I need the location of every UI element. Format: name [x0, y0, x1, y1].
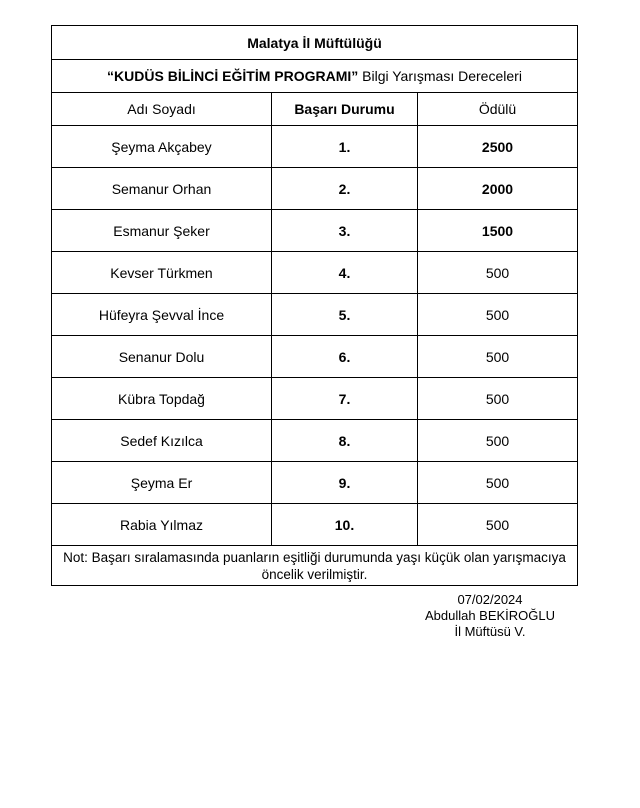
signature-name: Abdullah BEKİROĞLU [424, 608, 556, 623]
participant-prize: 2000 [418, 168, 578, 210]
participant-prize: 500 [418, 378, 578, 420]
participant-rank: 3. [272, 210, 418, 252]
participant-rank: 5. [272, 294, 418, 336]
participant-rank: 6. [272, 336, 418, 378]
participant-rank: 9. [272, 462, 418, 504]
column-header-name: Adı Soyadı [52, 93, 272, 126]
participant-name: Esmanur Şeker [52, 210, 272, 252]
participant-rank: 8. [272, 420, 418, 462]
data-rows [52, 126, 578, 546]
participant-name: Kevser Türkmen [52, 252, 272, 294]
signature-date: 07/02/2024 [457, 592, 523, 607]
program-title [52, 60, 578, 93]
participant-rank: 7. [272, 378, 418, 420]
table-row [52, 336, 578, 378]
signature-title: İl Müftüsü V. [454, 624, 526, 639]
results-table-body [52, 26, 578, 126]
table-row [52, 126, 578, 168]
table-row [52, 210, 578, 252]
note-text: Not: Başarı sıralamasında puanların eşitliği durumunda yaşı küçük olan yarışmacıya öncelik verilmiştir. [52, 546, 578, 586]
participant-prize: 500 [418, 294, 578, 336]
participant-prize: 500 [418, 504, 578, 546]
participant-prize: 1500 [418, 210, 578, 252]
participant-rank: 4. [272, 252, 418, 294]
table-row [52, 252, 578, 294]
participant-name: Senanur Dolu [52, 336, 272, 378]
signature-block [380, 592, 600, 640]
table-row [52, 420, 578, 462]
participant-prize: 500 [418, 336, 578, 378]
column-header-prize: Ödülü [418, 93, 578, 126]
results-table [51, 25, 578, 586]
subtitle-row [52, 60, 578, 93]
participant-name: Kübra Topdağ [52, 378, 272, 420]
table-row [52, 462, 578, 504]
participant-name: Semanur Orhan [52, 168, 272, 210]
note-row [52, 546, 578, 586]
table-row [52, 378, 578, 420]
participant-name: Rabia Yılmaz [52, 504, 272, 546]
table-row [52, 168, 578, 210]
participant-rank: 10. [272, 504, 418, 546]
participant-name: Şeyma Er [52, 462, 272, 504]
participant-prize: 2500 [418, 126, 578, 168]
participant-prize: 500 [418, 462, 578, 504]
note-section [52, 546, 578, 586]
participant-name: Sedef Kızılca [52, 420, 272, 462]
participant-name: Hüfeyra Şevval İnce [52, 294, 272, 336]
participant-rank: 2. [272, 168, 418, 210]
participant-prize: 500 [418, 420, 578, 462]
participant-prize: 500 [418, 252, 578, 294]
participant-name: Şeyma Akçabey [52, 126, 272, 168]
participant-rank: 1. [272, 126, 418, 168]
table-row [52, 504, 578, 546]
institution-title: Malatya İl Müftülüğü [52, 26, 578, 60]
column-header-row [52, 93, 578, 126]
program-title-rest: Bilgi Yarışması Dereceleri [358, 68, 522, 84]
title-row [52, 26, 578, 60]
table-row [52, 294, 578, 336]
program-title-bold: “KUDÜS BİLİNCİ EĞİTİM PROGRAMI” [107, 68, 359, 84]
column-header-rank: Başarı Durumu [272, 93, 418, 126]
